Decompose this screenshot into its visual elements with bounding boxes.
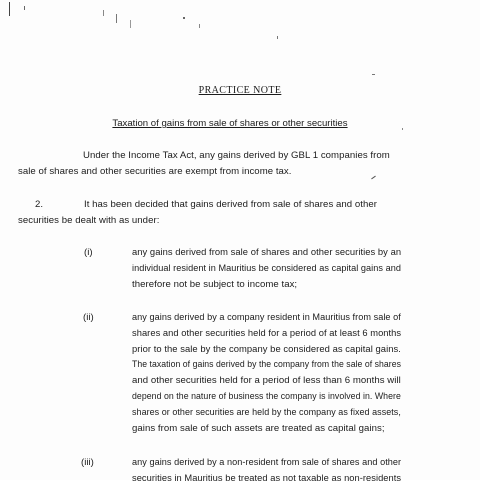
scan-mark [103, 10, 104, 16]
item-line: shares or other securities are held by the company as fixed assets, [132, 407, 401, 418]
scan-mark [199, 24, 200, 28]
item-line: shares and other securities held for a period of at least 6 months [132, 328, 402, 339]
item-line: prior to the sale by the company be considered as capital gains. [132, 344, 401, 355]
document-title: PRACTICE NOTE [198, 85, 282, 96]
scan-mark [24, 6, 25, 10]
intro-line: Under the Income Tax Act, any gains derived by GBL 1 companies from [83, 150, 390, 161]
item-label: (i) [84, 247, 93, 258]
item-label: (iii) [81, 457, 94, 468]
paragraph-number: 2. [35, 199, 44, 210]
document-subtitle: Taxation of gains from sale of shares or other securities [112, 118, 348, 129]
scan-mark [371, 176, 376, 180]
item-line: therefore not be subject to income tax; [132, 279, 298, 290]
paragraph-line: securities be dealt with as under: [18, 215, 160, 226]
item-line: securities in Mauritius be treated as not taxable as non-residents [132, 473, 402, 484]
scan-mark [277, 36, 278, 39]
item-line: depend on the nature of business the company is involved in. Where [132, 391, 401, 402]
item-line: any gains derived by a company resident in Mauritius from sale of [132, 312, 401, 323]
scan-mark [183, 17, 185, 19]
scan-mark [372, 74, 375, 75]
item-line: any gains derived by a non-resident from sale of shares and other [132, 457, 402, 468]
item-line: and other securities held for a period of less than 6 months will [132, 375, 401, 386]
intro-line: sale of shares and other securities are exempt from income tax. [18, 166, 292, 177]
scan-mark [9, 2, 10, 16]
item-line: The taxation of gains derived by the company from the sale of shares [132, 359, 402, 370]
item-line: gains from sale of such assets are treated as capital gains; [132, 423, 385, 434]
scan-mark [130, 20, 131, 28]
scan-mark [116, 14, 117, 23]
paragraph-line: It has been decided that gains derived from sale of shares and other [84, 199, 377, 210]
item-line: individual resident in Mauritius be considered as capital gains and [132, 263, 402, 274]
item-label: (ii) [83, 312, 94, 323]
item-line: any gains derived from sale of shares and other securities by an [132, 247, 402, 258]
